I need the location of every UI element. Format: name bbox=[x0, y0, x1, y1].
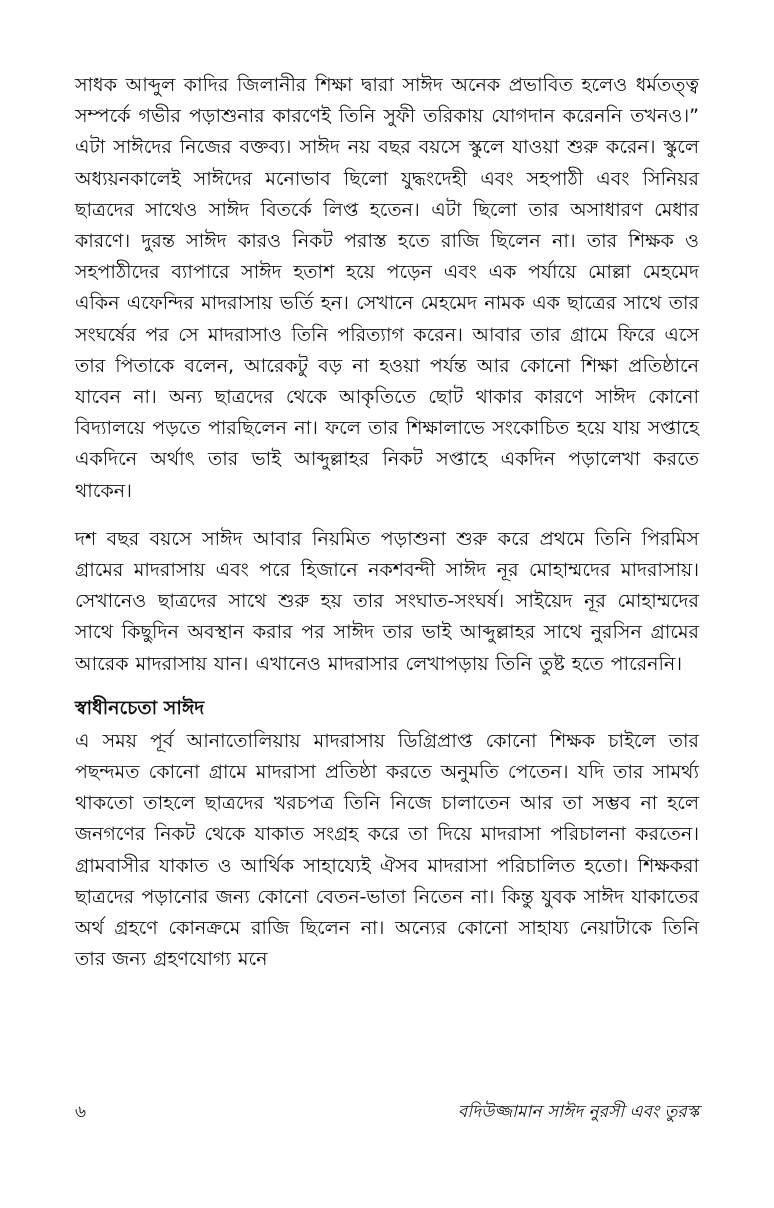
body-paragraph: দশ বছর বয়সে সাঈদ আবার নিয়মিত পড়াশুনা শুরু করে প্রথমে তিনি পিরমিস গ্রামের মাদরাসায় এবং পরে হিজানে নকশবন্দী সাঈদ নূর মোহাম্মদের মাদরাসায়। সেখানেও ছাত্রদের সাথে শুরু হয় তার সংঘাত-সংঘর্ষ। সাইয়েদ নূর মোহাম্মদের সাথে কিছুদিন অবস্থান করার পর সাঈদ তার ভাই আব্দুল্লাহর সাথে নুরসিন গ্রামের আরেক মাদরাসায় যান। এখানেও মাদরাসার লেখাপড়ায় তিনি তুষ্ট হতে পারেননি। bbox=[75, 527, 699, 675]
section-heading: স্বাধীনচেতা সাঈদ bbox=[75, 696, 205, 719]
page-number: ৬ bbox=[75, 1102, 87, 1122]
body-paragraph: সাধক আব্দুল কাদির জিলানীর শিক্ষা দ্বারা সাঈদ অনেক প্রভাবিত হলেও ধর্মতত্ত্ব সম্পর্কে গভীর পড়াশুনার কারণেই তিনি সুফী তরিকায় যোগদান করেননি তখনও।” এটা সাঈদের নিজের বক্তব্য। সাঈদ নয় বছর বয়সে স্কুলে যাওয়া শুরু করেন। স্কুলে অধ্যয়নকালেই সাঈদের মনোভাব ছিলো যুদ্ধংদেহী এবং সহপাঠী এবং সিনিয়র ছাত্রদের সাথেও সাঈদ বিতর্কে লিপ্ত হতেন। এটা ছিলো তার অসাধারণ মেধার কারণে। দুরন্ত সাঈদ কারও নিকট পরাস্ত হতে রাজি ছিলেন না। তার শিক্ষক ও সহপাঠীদের ব্যাপারে সাঈদ হতাশ হয়ে পড়েন এবং এক পর্যায়ে মোল্লা মেহমেদ একিন এফেন্দির মাদরাসায় ভর্তি হন। সেখানে মেহমেদ নামক এক ছাত্রের সাথে তার সংঘর্ষের পর সে মাদরাসাও তিনি পরিত্যাগ করেন। আবার তার গ্রামে ফিরে এসে তার পিতাকে বলেন, আরেকটু বড় না হওয়া পর্যন্ত আর কোনো শিক্ষা প্রতিষ্ঠানে যাবেন না। অন্য ছাত্রদের থেকে আকৃতিতে ছোট থাকার কারণে সাঈদ কোনো বিদ্যালয়ে পড়তে পারছিলেন না। ফলে তার শিক্ষালাভে সংকোচিত হয়ে যায় সপ্তাহে একদিনে অর্থাৎ তার ভাই আব্দুল্লাহর নিকট সপ্তাহে একদিন পড়ালেখা করতে থাকেন। bbox=[75, 74, 699, 502]
page-body bbox=[75, 70, 699, 975]
page-footer bbox=[75, 1096, 699, 1128]
body-paragraph: এ সময় পূর্ব আনাতোলিয়ায় মাদরাসায় ডিগ্রিপ্রাপ্ত কোনো শিক্ষক চাইলে তার পছন্দমত কোনো গ্রামে মাদরাসা প্রতিষ্ঠা করতে অনুমতি পেতেন। যদি তার সামর্থ্য থাকতো তাহলে ছাত্রদের খরচপত্র তিনি নিজে চালাতেন আর তা সম্ভব না হলে জনগণের নিকট থেকে যাকাত সংগ্রহ করে তা দিয়ে মাদরাসা পরিচালনা করতেন। গ্রামবাসীর যাকাত ও আর্থিক সাহায্যেই ঐসব মাদরাসা পরিচালিত হতো। শিক্ষকরা ছাত্রদের পড়ানোর জন্য কোনো বেতন-ভাতা নিতেন না। কিন্তু যুবক সাঈদ যাকাতের অর্থ গ্রহণে কোনক্রমে রাজি ছিলেন না। অন্যের কোনো সাহায্য নেয়াটাকে তিনি তার জন্য গ্রহণযোগ্য মনে bbox=[75, 729, 699, 971]
running-title: বদিউজ্জামান সাঈদ নুরসী এবং তুরস্ক bbox=[457, 1102, 699, 1122]
